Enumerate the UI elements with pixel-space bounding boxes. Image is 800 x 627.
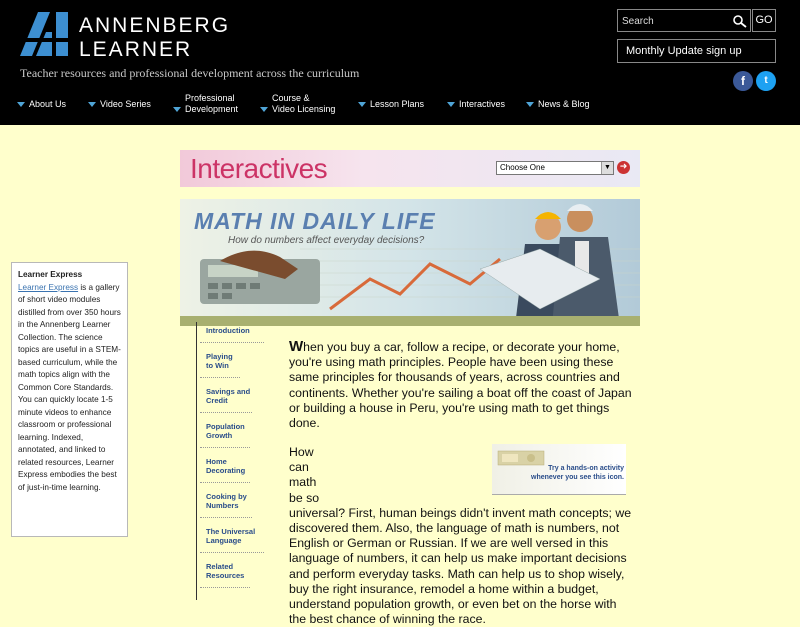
nav-course-video-licensing[interactable] bbox=[260, 89, 335, 119]
interactive-select[interactable] bbox=[496, 161, 614, 175]
nav-label: About Us bbox=[29, 98, 67, 109]
chevron-down-icon[interactable]: ▼ bbox=[601, 162, 613, 174]
universal-paragraph-text: How can math be so universal? First, human beings didn't invent math concepts; we discovered them. Also, the language of math is numbers, not English or German or Russian. If we are well versed in this language of numbers, it can help us make important decisions and perform everyday tasks. Math can help us to shop wisely, buy the right insurance, remodel a home within a budget, understand population growth, or even bet on the horse with the best chance of winning the race. bbox=[289, 445, 632, 627]
chevron-down-icon bbox=[17, 102, 25, 107]
select-value: Choose One bbox=[500, 163, 545, 172]
universal-paragraph bbox=[289, 445, 634, 627]
callout-spacer bbox=[324, 445, 484, 505]
search-icon[interactable] bbox=[732, 14, 748, 28]
hero-subtitle: How do numbers affect everyday decisions? bbox=[228, 235, 425, 246]
facebook-icon[interactable]: f bbox=[733, 71, 753, 91]
go-arrow-button[interactable]: ➜ bbox=[617, 161, 630, 174]
nav-label: Lesson Plans bbox=[370, 98, 425, 109]
nav-label-line2: Video Licensing bbox=[272, 104, 336, 114]
chevron-down-icon bbox=[260, 107, 268, 112]
chevron-down-icon bbox=[526, 102, 534, 107]
nav-news-blog[interactable] bbox=[526, 89, 590, 119]
learner-express-description: is a gallery of short video modules distilled from over 350 hours in the Annenberg Learner Collection. The science topics are useful in a STEM-based curriculum, while the math topics align with the Common Core Standards. You can quickly locate 1-5 minute videos to enhance classroom or professional learning. Indexed, annotated, and linked to related resources, Learner Express embodies the best of just-in-time learning. bbox=[18, 282, 121, 492]
hero-title: MATH IN DAILY LIFE bbox=[194, 208, 436, 234]
nav-label-line1: Professional bbox=[185, 93, 235, 103]
search-input[interactable] bbox=[622, 13, 728, 29]
section-link-home-decorating[interactable]: Home Decorating bbox=[200, 457, 250, 483]
nav-label-group bbox=[185, 93, 238, 115]
nav-professional-development[interactable] bbox=[173, 89, 238, 119]
intro-paragraph bbox=[289, 339, 634, 431]
section-link-savings-and-credit[interactable]: Savings and Credit bbox=[200, 387, 252, 413]
intro-paragraph-text: hen you buy a car, follow a recipe, or decorate your home, you're using math principles. People have been using these same principles for thousands of years, across countries and continents. Whether you're sailing a boat off the coast of Japan or building a house in Peru, you're using math to get things done. bbox=[289, 340, 632, 431]
section-link-introduction[interactable]: Introduction bbox=[200, 322, 264, 343]
nav-about-us[interactable] bbox=[17, 89, 66, 119]
interactives-banner bbox=[180, 150, 640, 187]
hero-image bbox=[180, 199, 640, 326]
logo-text-learner[interactable]: LEARNER bbox=[79, 38, 193, 61]
nav-label-line2: Development bbox=[185, 104, 239, 114]
search-go-button[interactable]: GO bbox=[752, 9, 776, 32]
learner-express-title: Learner Express bbox=[18, 270, 83, 279]
chevron-down-icon bbox=[358, 102, 366, 107]
learner-express-link[interactable]: Learner Express bbox=[18, 282, 79, 292]
nav-interactives[interactable] bbox=[447, 89, 505, 119]
site-header bbox=[0, 0, 800, 125]
nav-label-line1: Course & bbox=[272, 93, 310, 103]
hands-on-line1: Try a hands-on activity bbox=[548, 465, 624, 472]
search-box bbox=[617, 9, 751, 32]
chevron-down-icon bbox=[447, 102, 455, 107]
nav-label: Video Series bbox=[100, 98, 151, 109]
section-link-related-resources[interactable]: Related Resources bbox=[200, 562, 250, 588]
banner-title: Interactives bbox=[190, 153, 328, 184]
section-navigation bbox=[200, 322, 264, 597]
chevron-down-icon bbox=[88, 102, 96, 107]
chevron-down-icon bbox=[173, 107, 181, 112]
section-nav-divider bbox=[196, 322, 197, 600]
section-link-playing-to-win[interactable]: Playing to Win bbox=[200, 352, 240, 378]
site-tagline: Teacher resources and professional development across the curriculum bbox=[20, 66, 360, 80]
section-link-cooking-by-numbers[interactable]: Cooking by Numbers bbox=[200, 492, 252, 518]
section-link-universal-language[interactable]: The Universal Language bbox=[200, 527, 264, 553]
nav-label: News & Blog bbox=[538, 98, 590, 109]
hands-on-line2: whenever you see this icon. bbox=[531, 474, 624, 481]
learner-express-box bbox=[11, 262, 128, 537]
twitter-icon[interactable]: t bbox=[756, 71, 776, 91]
nav-video-series[interactable] bbox=[88, 89, 151, 119]
drop-cap: W bbox=[289, 338, 304, 355]
main-navigation bbox=[0, 89, 800, 119]
annenberg-logo-icon[interactable] bbox=[18, 10, 70, 58]
section-link-population-growth[interactable]: Population Growth bbox=[200, 422, 250, 448]
nav-label: Interactives bbox=[459, 98, 506, 109]
monthly-update-signup-button[interactable]: Monthly Update sign up bbox=[617, 39, 776, 63]
logo-text-annenberg[interactable]: ANNENBERG bbox=[79, 14, 231, 37]
nav-label-group bbox=[272, 93, 335, 115]
nav-lesson-plans[interactable] bbox=[358, 89, 424, 119]
